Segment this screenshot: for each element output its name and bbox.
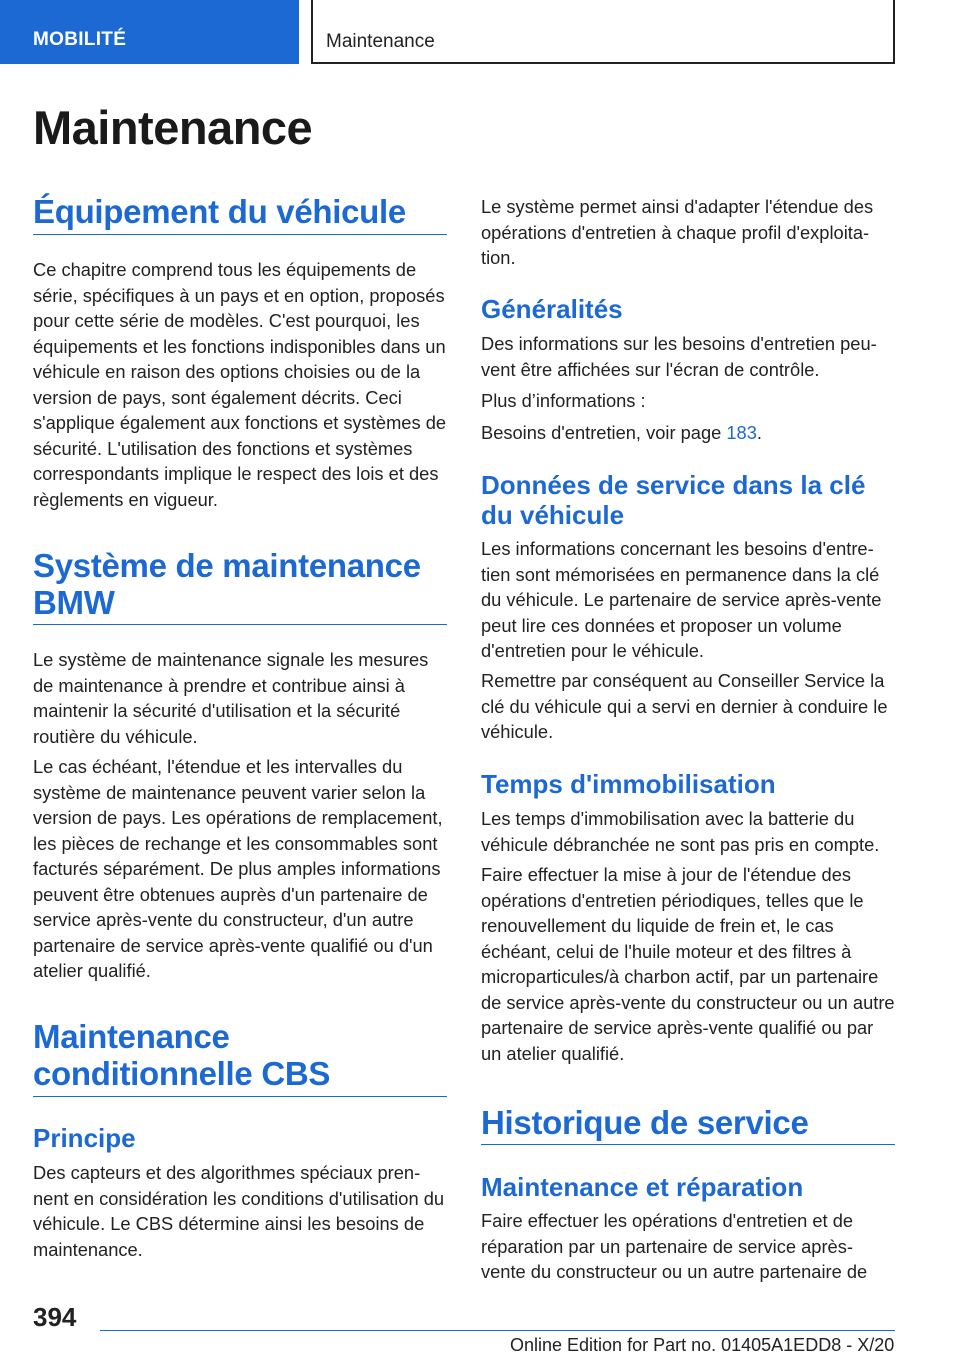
reference-text: Besoins d'entretien, voir page (481, 422, 727, 443)
paragraph-cbs-cont: Le système permet ainsi d'adapter l'étendue des opérations d'entretien à chaque profil d'exploitation. (481, 196, 874, 268)
paragraph-generalites-2: Plus d’informations : (481, 390, 646, 411)
subsection-title-immobilisation: Temps d'immobilisation (481, 769, 776, 799)
section-tab[interactable] (0, 0, 299, 64)
paragraph-generalites-1: Des informations sur les besoins d'entretien peuvent être affichées sur l'écran de contrôle. (481, 333, 877, 380)
paragraph-equipment: Ce chapitre comprend tous les équipements de série, spécifiques à un pays et en option, proposés pour cette série de modèles. C'est pourquoi, les équipements et les fonctions indisponibles dans un véhicule en raison des options choisies ou de la version de pays, sont également décrits. Ceci s'applique également aux fonctions et systèmes de sécurité. L'utilisation des fonctions et systèmes correspondants implique le respect des lois et des règlements en vigueur. (33, 259, 447, 510)
section-title-bmw-maintenance-l1: Système de maintenance (33, 547, 421, 584)
paragraph-principe: Des capteurs et des algorithmes spéciaux prennent en considération les conditions d'utilisation du véhicule. Le CBS détermine ainsi les besoins de maintenance. (33, 1162, 445, 1260)
subsection-title-generalites: Généralités (481, 294, 623, 324)
chapter-box (311, 0, 895, 64)
paragraph-immobilisation-1: Les temps d'immobilisation avec la batterie du véhicule débranchée ne sont pas pris en compte. (481, 808, 880, 855)
edition-text: Online Edition for Part no. 01405A1EDD8 - X/20 (510, 1335, 895, 1355)
section-title-bmw-maintenance-l2: BMW (33, 584, 115, 621)
section-rule (33, 1096, 447, 1097)
paragraph-generalites-3 (481, 420, 895, 446)
reference-end: . (756, 422, 762, 443)
section-rule (481, 1144, 895, 1145)
paragraph-repair: Faire effectuer les opérations d'entretien et de réparation par un partenaire de service après-vente du constructeur ou un autre partenaire de (481, 1210, 868, 1282)
section-title-cbs-l2: conditionnelle CBS (33, 1055, 331, 1092)
page-title: Maintenance (33, 101, 313, 154)
paragraph-immobilisation-2: Faire effectuer la mise à jour de l'étendue des opérations d'entretien périodiques, telles que le renouvellement du liquide de frein et, le cas échéant, celui de l'huile moteur et des filtres à microparticules/à charbon actif, par un partenaire de service après-vente du constructeur ou un autre partenaire de service après-vente qualifié ou par un atelier qualifié. (481, 864, 895, 1064)
subsection-title-repair: Maintenance et réparation (481, 1172, 804, 1202)
chapter-label: Maintenance (326, 31, 435, 52)
section-title-equipment: Équipement du véhicule (33, 193, 406, 230)
section-rule (33, 234, 447, 235)
paragraph-service-data-1: Les informations concernant les besoins d'entretien sont mémorisées en permanence dans la clé du véhicule. Le partenaire de service après-vente peut lire ces données et proposer un volume d'entretien pour le véhicule. (481, 538, 882, 661)
section-rule (33, 624, 447, 625)
paragraph-maintenance-2: Le cas échéant, l'étendue et les intervalles du système de maintenance peuvent varier selon la version de pays. Les opérations de remplacement, les pièces de rechange et les consommables sont facturés séparément. De plus amples informations peuvent être obtenues auprès d'un partenaire de service après-vente du constructeur, d'un autre partenaire de service après-vente qualifié ou d'un atelier qualifié. (33, 756, 443, 981)
subsection-title-principe: Principe (33, 1123, 136, 1153)
paragraph-maintenance-1: Le système de maintenance signale les mesures de maintenance à prendre et contribue ainsi à maintenir la sécurité d'utilisation et la sécurité routière du véhicule. (33, 649, 429, 747)
page-number: 394 (33, 1302, 77, 1332)
subsection-title-service-data-l1: Données de service dans la clé (481, 470, 866, 500)
section-title-cbs-l1: Maintenance (33, 1018, 230, 1055)
page-link-183[interactable]: 183 (726, 422, 757, 443)
page-header (0, 0, 960, 66)
paragraph-service-data-2: Remettre par conséquent au Conseiller Service la clé du véhicule qui a servi en dernier à conduire le véhicule. (481, 670, 888, 742)
subsection-title-service-data-l2: du véhicule (481, 500, 625, 530)
section-title-service-history: Historique de service (481, 1104, 809, 1141)
section-label: MOBILITÉ (33, 29, 127, 50)
footer-rule (100, 1330, 895, 1331)
